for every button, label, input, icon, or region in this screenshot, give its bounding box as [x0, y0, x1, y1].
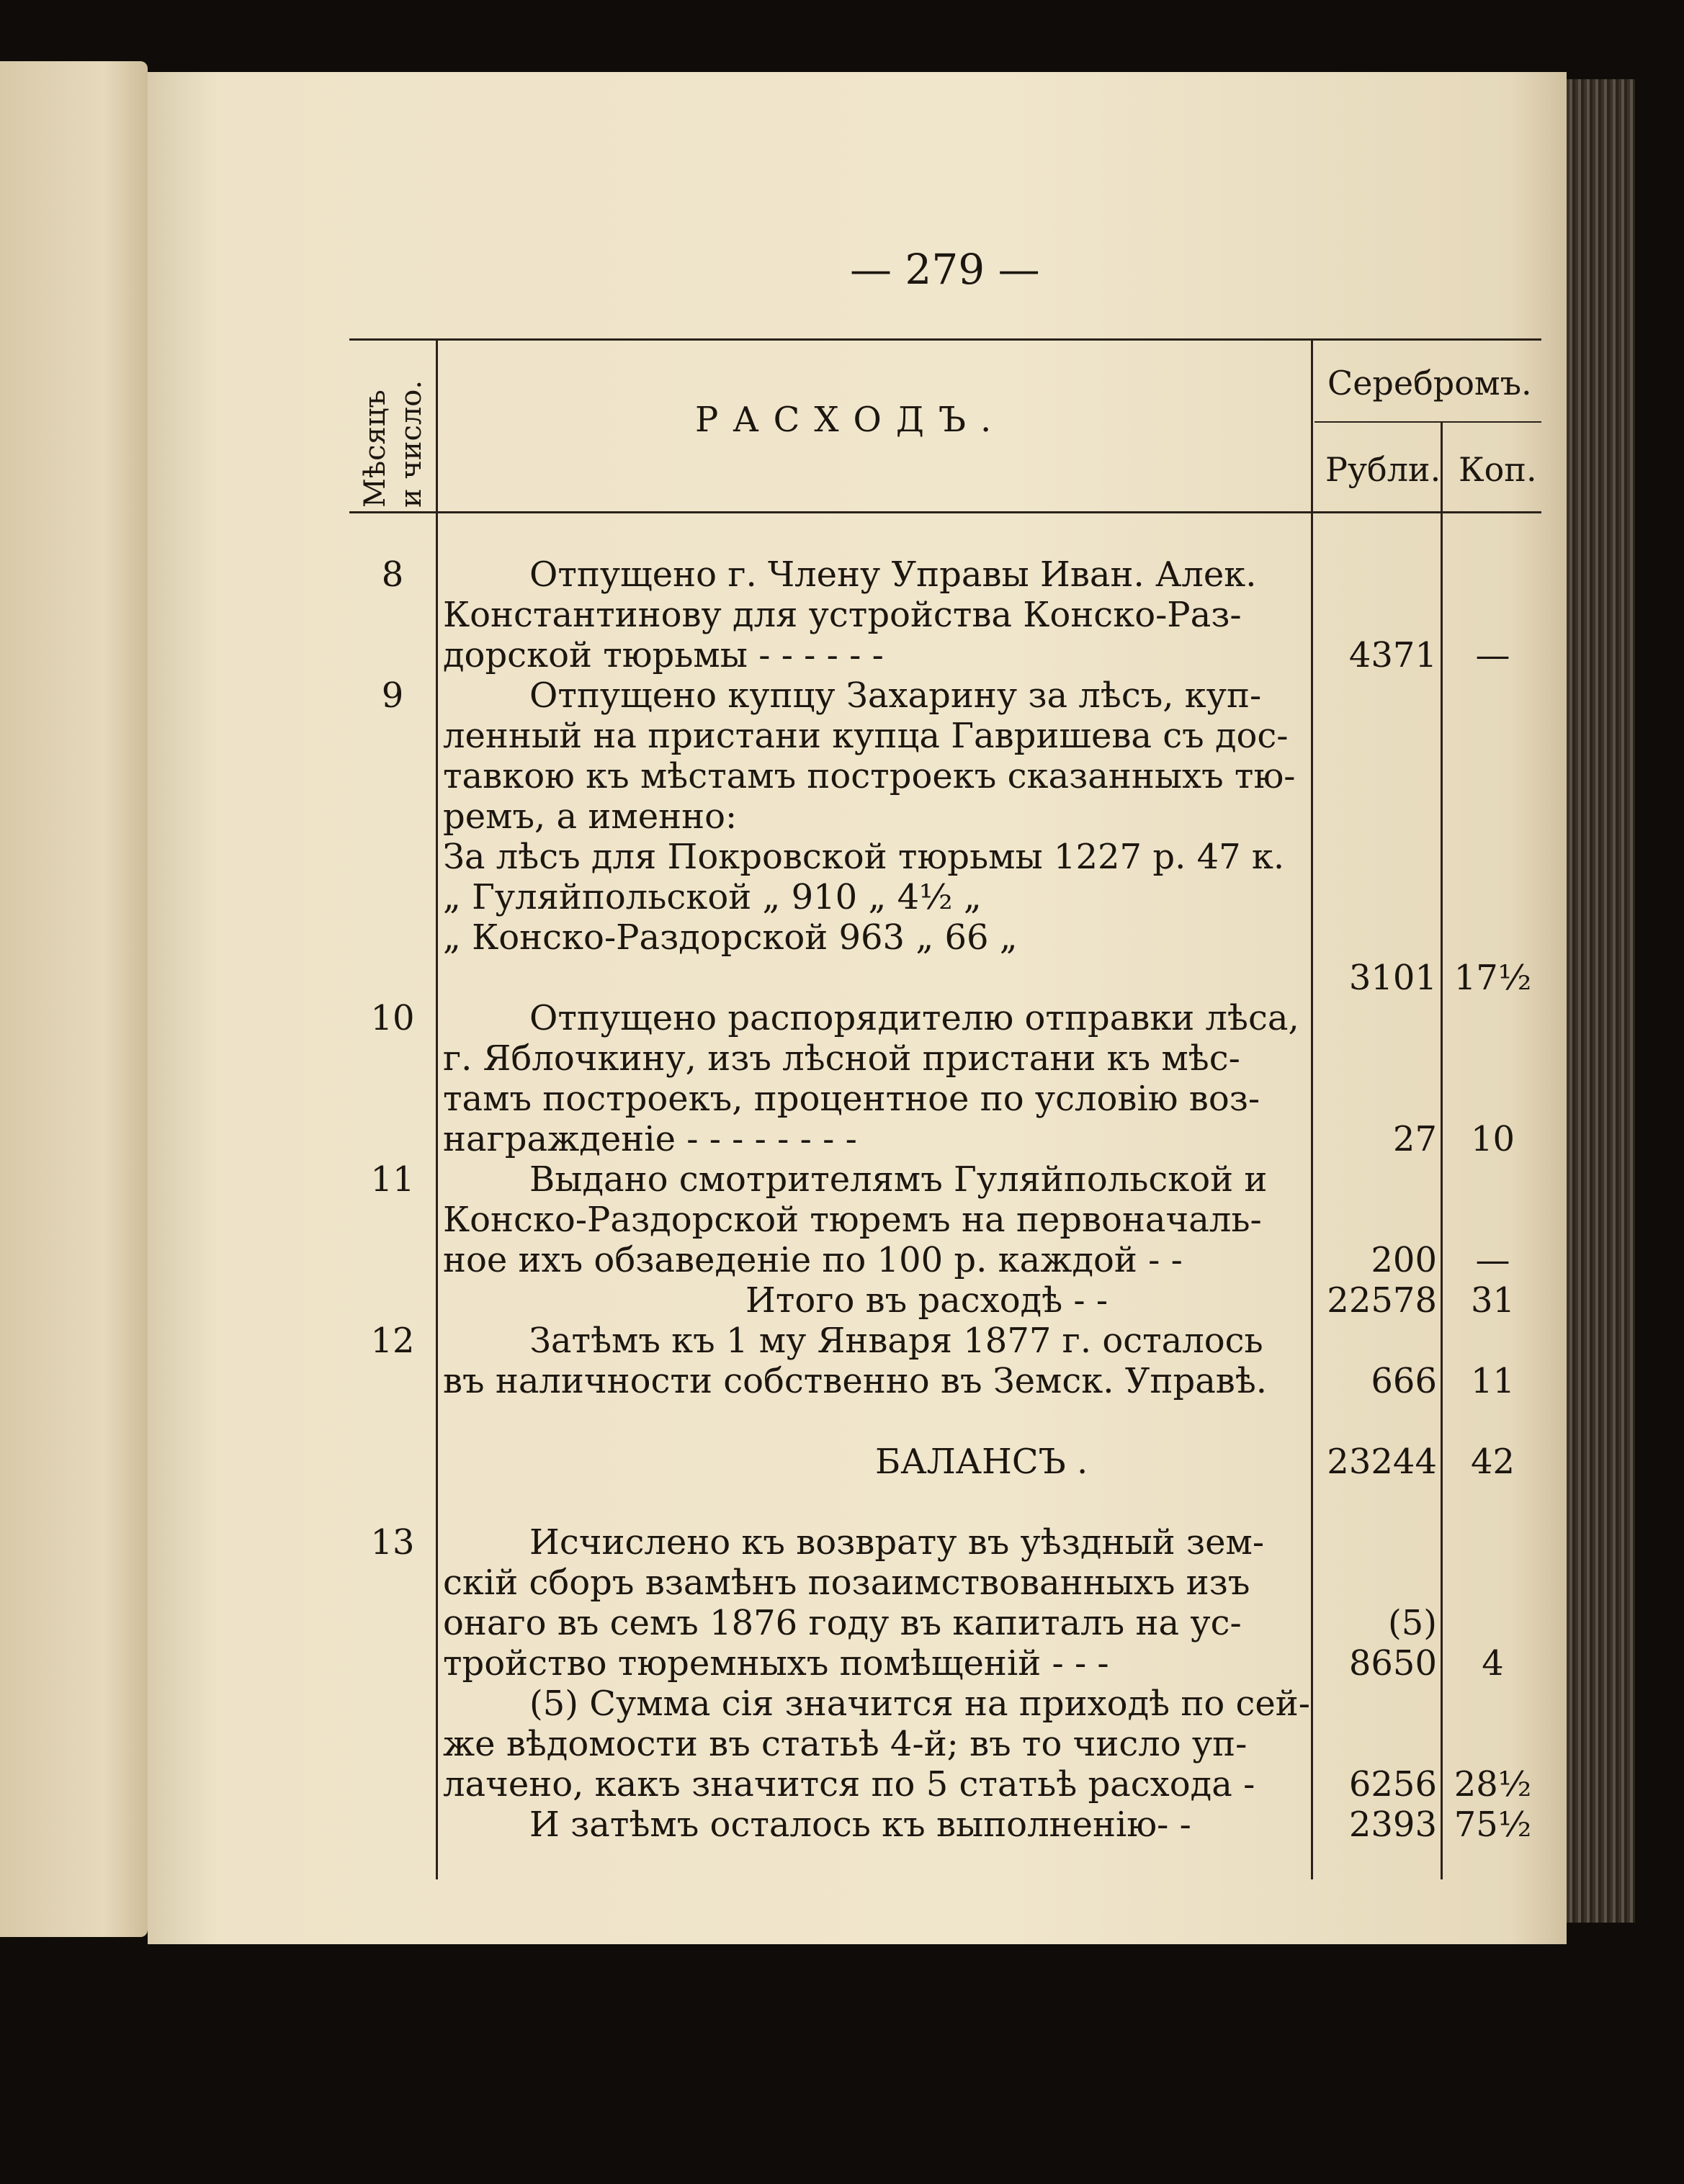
header-bottom-rule [349, 511, 1541, 513]
row-text: И затѣмъ осталось къ выполненію- - [529, 1805, 1191, 1845]
table-body [349, 554, 1541, 1845]
row-text: Отпущено распорядителю отправки лѣса, [529, 998, 1299, 1038]
row-text: въ наличности собственно въ Земск. Управѣ. [443, 1361, 1268, 1401]
row-day: 10 [370, 998, 415, 1038]
row-text: За лѣсъ для Покровской тюрьмы 1227 р. 47 к. [443, 837, 1285, 877]
row-text: тройство тюремныхъ помѣщеній - - - [443, 1643, 1109, 1684]
table-row [349, 1442, 1541, 1482]
row-text: г. Яблочкину, изъ лѣсной пристани къ мѣс- [443, 1038, 1240, 1079]
day-header: и число. [395, 379, 428, 508]
table-row [349, 917, 1541, 958]
table-row [349, 796, 1541, 837]
row-text: Отпущено купцу Захарину за лѣсъ, куп- [529, 675, 1262, 716]
row-text: ленный на пристани купца Гавришева съ дос- [443, 716, 1289, 756]
row-text: „ Гуляйпольской „ 910 „ 4½ „ [443, 877, 982, 917]
row-rubles: 666 [1371, 1361, 1437, 1401]
table-row [349, 756, 1541, 796]
silver-header: Серебромъ. [1327, 364, 1532, 403]
row-text: Константинову для устройства Конско-Раз- [443, 595, 1242, 635]
table-row [349, 958, 1541, 998]
row-day: 8 [381, 554, 404, 595]
page-number: — 279 — [850, 245, 1040, 294]
table-row [349, 837, 1541, 877]
row-text: Отпущено г. Члену Управы Иван. Алек. [529, 554, 1257, 595]
left-page-edge [0, 61, 148, 1937]
row-rubles: 2393 [1348, 1805, 1437, 1845]
row-rubles: 22578 [1327, 1280, 1437, 1321]
row-kopeks: 17½ [1454, 958, 1532, 998]
row-day: 13 [370, 1522, 415, 1563]
row-kopeks: 28½ [1454, 1764, 1532, 1805]
table-row [349, 1563, 1541, 1603]
row-kopeks: — [1475, 635, 1510, 675]
row-text: скій сборъ взамѣнъ позаимствованныхъ изъ [443, 1563, 1250, 1603]
row-text: тамъ построекъ, процентное по условію воз- [443, 1079, 1260, 1119]
month-header: Мѣсяцъ [359, 390, 392, 508]
table-row [349, 1280, 1541, 1321]
row-rubles: 23244 [1327, 1442, 1437, 1482]
table-row [349, 554, 1541, 595]
row-rubles: 3101 [1348, 958, 1437, 998]
row-text: тавкою къ мѣстамъ построекъ сказанныхъ тю- [443, 756, 1296, 796]
row-kopeks: 4 [1482, 1643, 1504, 1684]
table-row [349, 675, 1541, 716]
expense-title: РАСХОДЪ. [695, 400, 1006, 440]
silver-rule [1314, 421, 1541, 423]
table-row [349, 1401, 1541, 1442]
month-day-header [355, 360, 428, 508]
table-row [349, 1038, 1541, 1079]
row-rubles: (5) [1388, 1603, 1437, 1643]
row-text: Итого въ расходѣ - - [745, 1280, 1109, 1321]
table-row [349, 1764, 1541, 1805]
expense-table [349, 338, 1541, 1879]
table-row [349, 1361, 1541, 1401]
table-row [349, 635, 1541, 675]
row-kopeks: 11 [1470, 1361, 1515, 1401]
book-edge [1567, 79, 1635, 1923]
table-row [349, 1522, 1541, 1563]
table-row [349, 1724, 1541, 1764]
table-row [349, 1159, 1541, 1200]
row-day: 11 [370, 1159, 415, 1200]
table-top-rule [349, 338, 1541, 341]
row-text: же вѣдомости въ статьѣ 4-й; въ то число уп- [443, 1724, 1248, 1764]
row-kopeks: 42 [1470, 1442, 1515, 1482]
table-row [349, 1119, 1541, 1159]
table-row [349, 1482, 1541, 1522]
row-text: ное ихъ обзаведеніе по 100 р. каждой - - [443, 1240, 1183, 1280]
table-row [349, 595, 1541, 635]
table-row [349, 1200, 1541, 1240]
kopeks-header: Коп. [1459, 450, 1537, 489]
row-text: „ Конско-Раздорской 963 „ 66 „ [443, 917, 1018, 958]
row-rubles: 6256 [1348, 1764, 1437, 1805]
row-text: Исчислено къ возврату въ уѣздный зем- [529, 1522, 1265, 1563]
row-day: 12 [370, 1321, 415, 1361]
table-row [349, 716, 1541, 756]
row-text: (5) Сумма сія значится на приходѣ по сей- [529, 1684, 1310, 1724]
row-text: ремъ, а именно: [443, 796, 738, 837]
row-text: награжденіе - - - - - - - - [443, 1119, 857, 1159]
row-text: Выдано смотрителямъ Гуляйпольской и [529, 1159, 1268, 1200]
table-row [349, 1321, 1541, 1361]
table-row [349, 1079, 1541, 1119]
table-row [349, 1603, 1541, 1643]
row-text: Конско-Раздорской тюремъ на первоначаль- [443, 1200, 1262, 1240]
table-row [349, 1805, 1541, 1845]
table-row [349, 998, 1541, 1038]
table-row [349, 877, 1541, 917]
row-kopeks: 31 [1470, 1280, 1515, 1321]
row-kopeks: 75½ [1454, 1805, 1532, 1845]
row-rubles: 27 [1392, 1119, 1437, 1159]
row-text: лачено, какъ значится по 5 статьѣ расхода - [443, 1764, 1255, 1805]
row-day: 9 [381, 675, 404, 716]
table-row [349, 1240, 1541, 1280]
row-text: дорской тюрьмы - - - - - - [443, 635, 884, 675]
rubles-header: Рубли. [1325, 450, 1441, 489]
row-rubles: 4371 [1348, 635, 1437, 675]
row-rubles: 8650 [1348, 1643, 1437, 1684]
row-text: БАЛАНСЪ . [875, 1442, 1088, 1482]
row-kopeks: — [1475, 1240, 1510, 1280]
table-row [349, 1643, 1541, 1684]
row-text: онаго въ семъ 1876 году въ капиталъ на ус- [443, 1603, 1242, 1643]
row-text: Затѣмъ къ 1 му Января 1877 г. осталось [529, 1321, 1263, 1361]
row-kopeks: 10 [1470, 1119, 1515, 1159]
table-row [349, 1684, 1541, 1724]
row-rubles: 200 [1371, 1240, 1437, 1280]
